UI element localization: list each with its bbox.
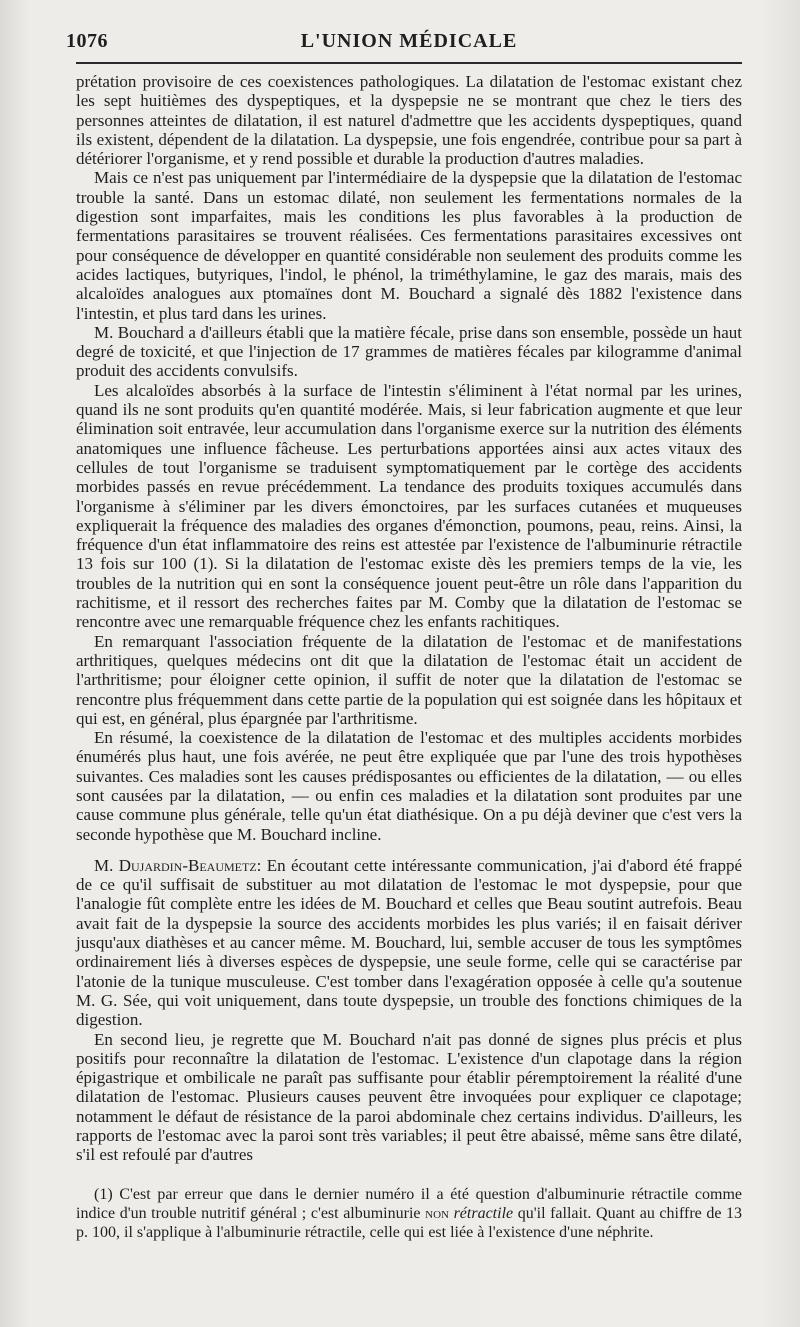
footnote-part: (1) C'est par erreur que dans le dernier numéro il a été question d'albuminurie rétractile comme indice d'un trouble nutritif général ; c'est albuminurie xyxy=(76,1185,742,1222)
paragraph: M. Bouchard a d'ailleurs établi que la matière fécale, prise dans son ensemble, possède un haut degré de toxicité, et que l'injection de 17 grammes de matières fécales par kilogramme d'animal produit des accidents convulsifs. xyxy=(76,322,742,381)
footnote-text xyxy=(76,1185,742,1242)
paragraph: Mais ce n'est pas uniquement par l'intermédiaire de la dyspepsie que la dilatation de l'estomac trouble la santé. Dans un estomac dilaté, non seulement les fermentations normales de la digestion sont imparfaites, mais les conditions les plus favorables à la production de fermentations parasitaires se trouvent réalisées. Ces fermentations parasitaires excessives ont pour conséquence de développer en quantité considérable non seulement des produits comme les acides lactiques, butyriques, l'indol, le phénol, la triméthylamine, le gaz des marais, mais des alcaloïdes analogues aux ptomaïnes dont M. Bouchard a signalé dès 1882 l'existence dans l'intestin, et plus tard dans les urines. xyxy=(76,168,742,323)
page-number: 1076 xyxy=(66,30,108,52)
article-body xyxy=(76,72,742,1165)
footnote-non: non xyxy=(425,1204,449,1222)
speech-paragraph xyxy=(76,856,742,1030)
paragraph: En résumé, la coexistence de la dilatation de l'estomac et des multiples accidents morbides énumérés plus haut, une fois avérée, ne peut être expliquée que par l'une des trois hypothèses suivantes. Ces maladies sont les causes prédisposantes ou efficientes de la dilatation, — ou elles sont causées par la dilatation, — ou enfin ces maladies et la dilatation sont produites par une cause commune plus générale, telle qu'un état diathésique. On a pu déjà deviner que c'est vers la seconde hypothèse que M. Bouchard incline. xyxy=(76,728,742,844)
speech-paragraph: En second lieu, je regrette que M. Bouchard n'ait pas donné de signes plus précis et plus positifs pour reconnaître la dilatation de l'estomac. L'existence d'un clapotage dans la région épigastrique et ombilicale ne paraît pas suffisante pour établir péremptoirement la réalité d'une dilatation de l'estomac. Plusieurs causes peuvent être invoquées pour expliquer ce clapotage; notamment le défaut de résistance de la paroi abdominale chez certains individus. D'ailleurs, les rapports de l'estomac avec la paroi sont très variables; il peut être abaissé, même sans être dilaté, s'il est refoulé par d'autres xyxy=(76,1029,742,1165)
paragraph: En remarquant l'association fréquente de la dilatation de l'estomac et de manifestations arthritiques, quelques médecins ont dit que la dilatation de l'estomac était un accident de l'arthritisme; pour éloigner cette opinion, il suffit de noter que la dilatation de l'estomac se rencontre plus fréquemment dans cette partie de la population qui est soignée dans les hôpitaux et qui est, en général, plus épargnée par l'arthritisme. xyxy=(76,631,742,728)
running-header xyxy=(66,22,742,64)
speaker-name: M. Dujardin-Beaumetz: xyxy=(94,855,262,875)
footnote-part: qu'il fallait. Quant au chiffre de 13 p. 100, il s'applique à l'albuminurie rétractile, celle qui est liée à l'existence d'une néphrite. xyxy=(76,1204,743,1241)
footnote xyxy=(76,1185,742,1242)
paragraph: Les alcaloïdes absorbés à la surface de l'intestin s'éliminent à l'état normal par les urines, quand ils ne sont produits qu'en quantité modérée. Mais, si leur fabrication augmente et que leur élimination soit entravée, leur accumulation dans l'organisme exerce sur la nutrition des éléments anatomiques une influence fâcheuse. Les perturbations apportées ainsi aux actes vitaux des cellules de tout l'organisme se traduisent symptomatiquement par le cortège des accidents morbides passés en revue précédemment. La tendance des produits toxiques accumulés dans l'organisme à s'éliminer par les divers émonctoires, par les surfaces cutanées et muqueuses expliquerait la fréquence des maladies des organes d'émonction, poumons, peau, reins. Ainsi, la fréquence d'un état inflammatoire des reins est attestée par l'existence de l'albuminurie rétractile 13 fois sur 100 (1). Si la dilatation de l'estomac existe dès les premiers temps de la vie, les troubles de la nutrition qui en sont la conséquence jouent peut-être un rôle dans l'apparition du rachitisme, et il ressort des recherches faites par M. Comby que la dilatation de l'estomac se rencontre avec une remarquable fréquence chez les enfants rachitiques. xyxy=(76,380,742,632)
speech-text: En écoutant cette intéressante communication, j'ai d'abord été frappé de ce qu'il suffisait de substituer au mot dilatation de l'estomac le mot dyspepsie, pour que l'analogie fût complète entre les idées de M. Bouchard et celles que Beau soutint autrefois. Beau avait fait de la dyspepsie la source des accidents morbides les plus variés; il en faisait dériver jusqu'aux diathèses et au cancer même. M. Bouchard, lui, semble accuser de tous les symptômes ordinairement liés à diverses espèces de dyspepsie, une seule forme, celle qui se caractérise par l'atonie de la tunique musculeuse. C'est tomber dans l'exagération opposée à celle qu'a soutenue M. G. Sée, qui voit uniquement, dans toute dyspepsie, un trouble des fonctions chimiques de la digestion. xyxy=(76,855,742,1030)
footnote-retractile: rétractile xyxy=(453,1204,514,1222)
paragraph: prétation provisoire de ces coexistences pathologiques. La dilatation de l'estomac existant chez les sept huitièmes des dyspeptiques, et la dyspepsie ne se montrant que chez le tiers des personnes atteintes de dilatation, il est naturel d'admettre que les accidents dyspeptiques, quand ils existent, dépendent de la dilatation. La dyspepsie, une fois engendrée, contribue pour sa part à détériorer l'organisme, et y rend possible et durable la production d'autres maladies. xyxy=(76,72,742,169)
journal-title: L'UNION MÉDICALE xyxy=(300,30,518,52)
